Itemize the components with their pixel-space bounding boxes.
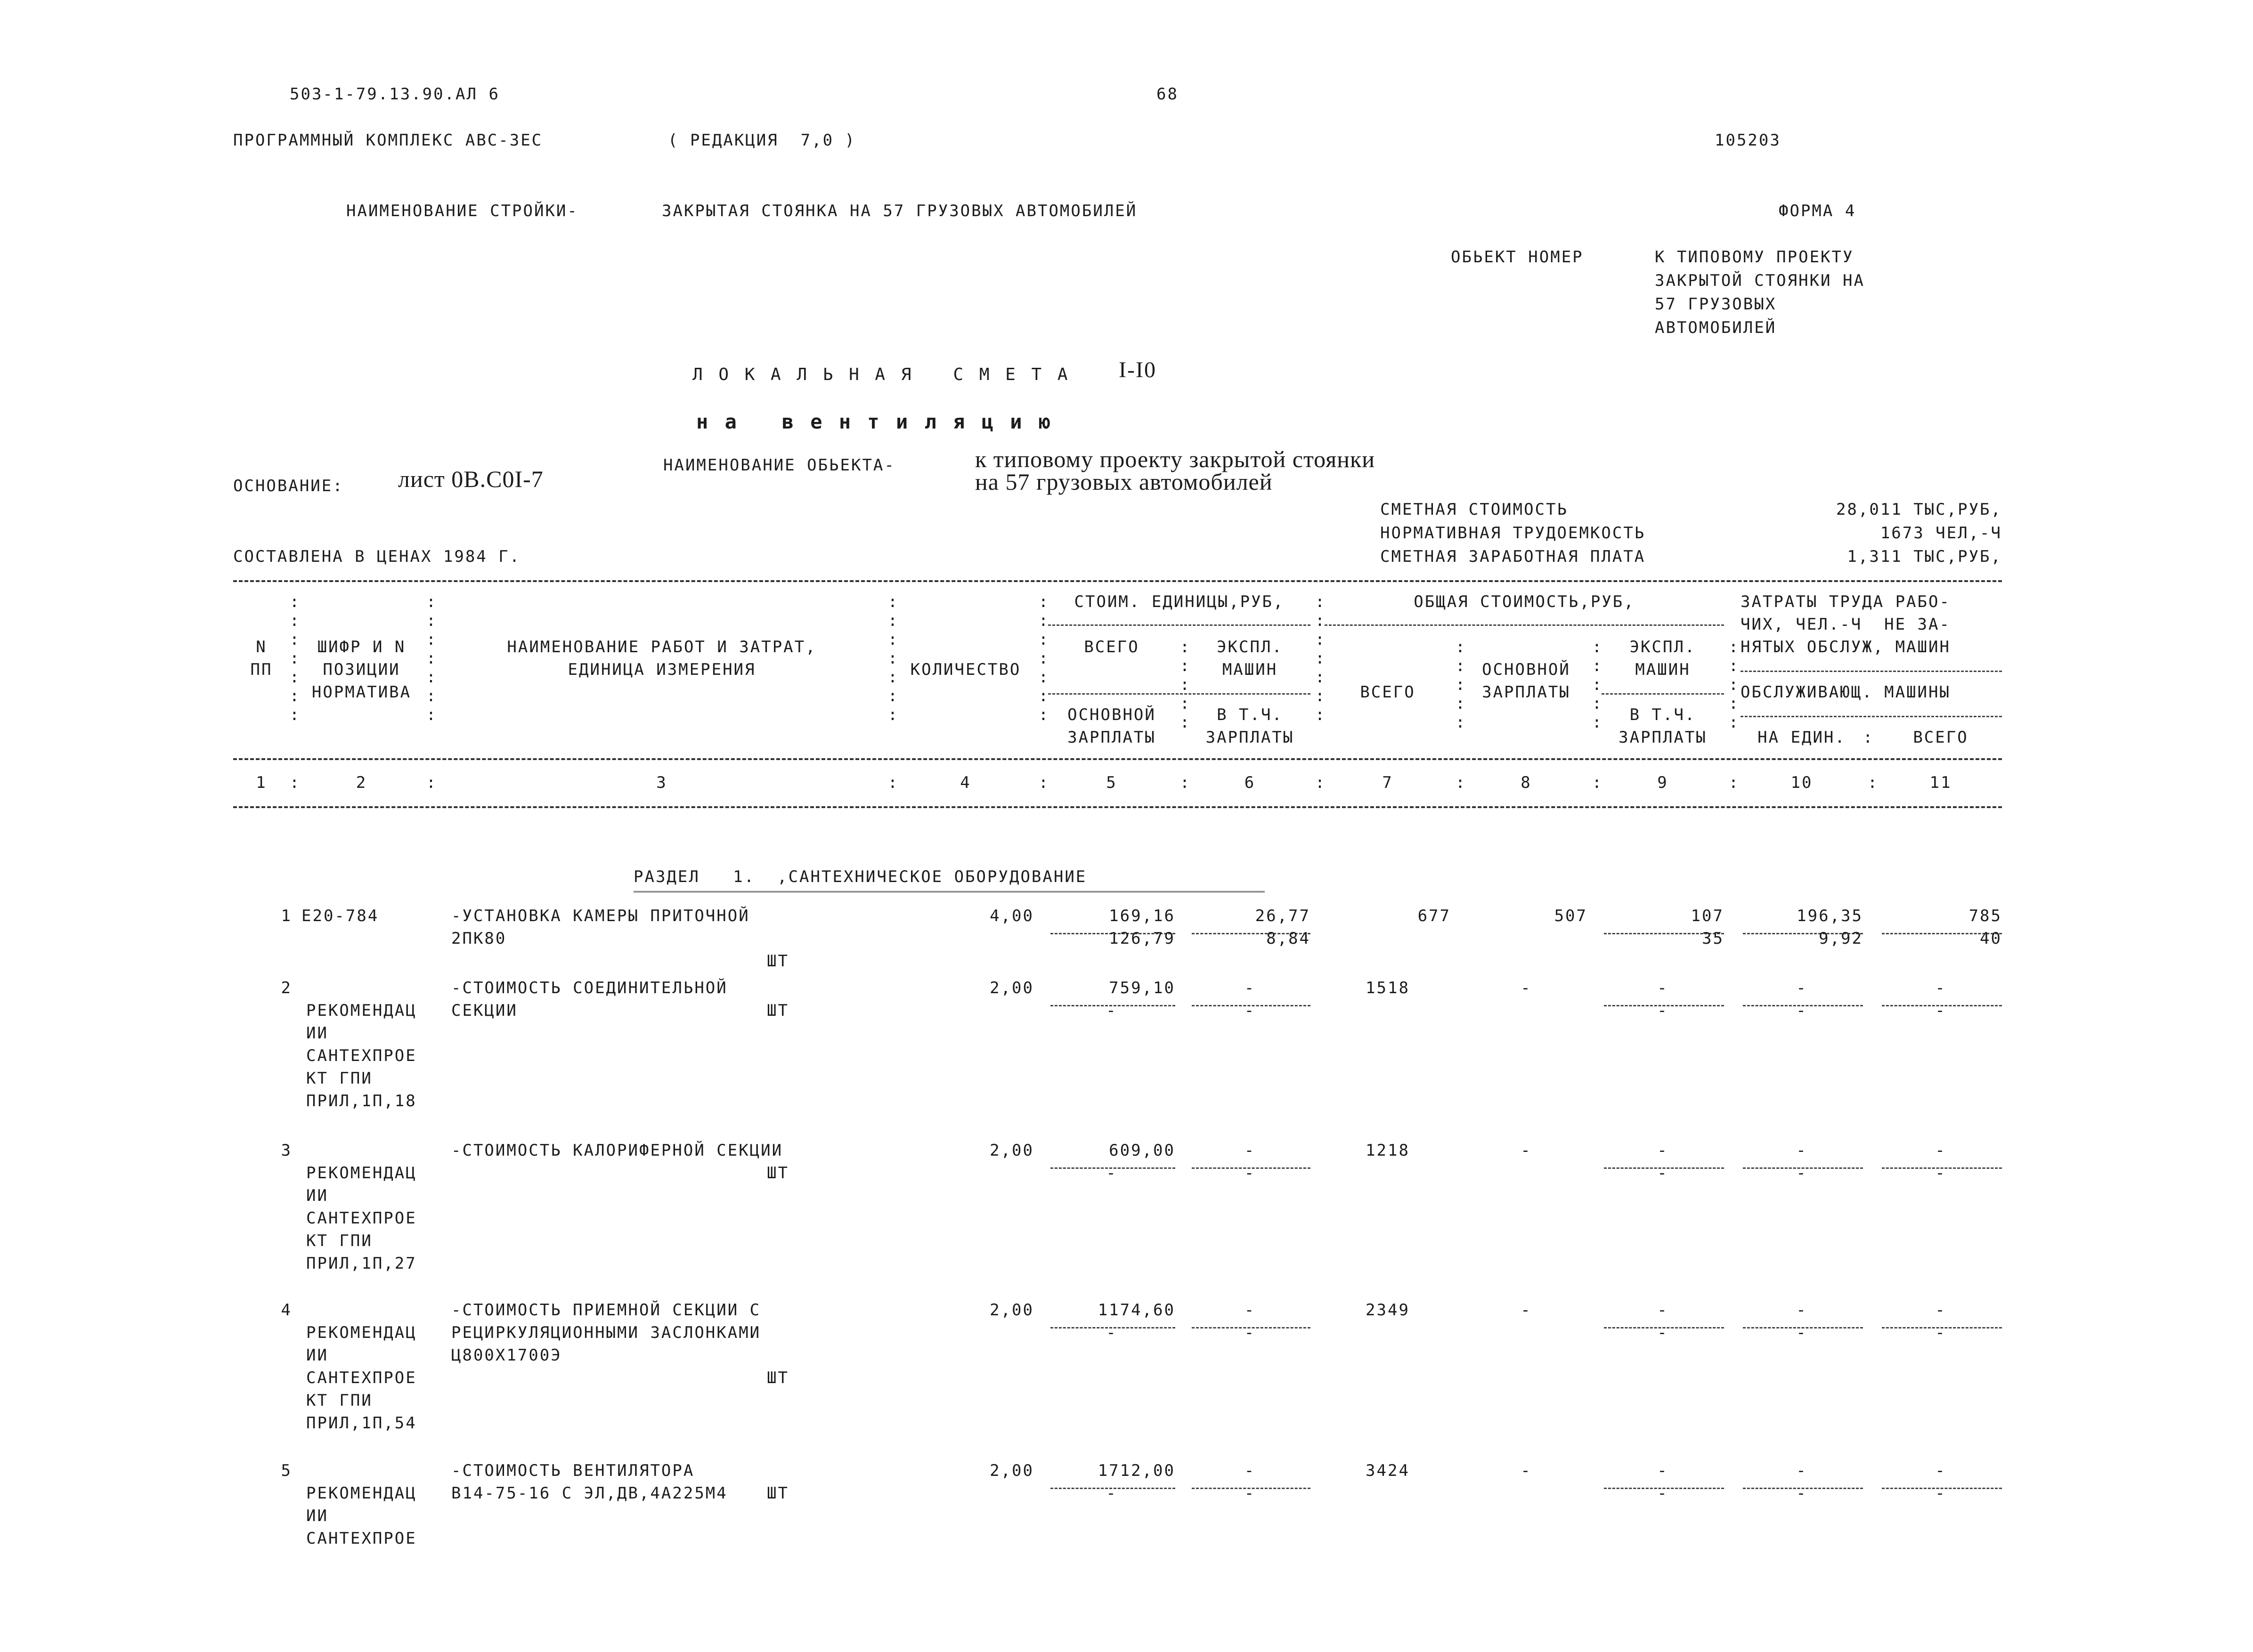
row-unit-total: 1712,00: [1098, 1461, 1175, 1480]
row-number: 4: [281, 1301, 292, 1320]
row-labor-unit2: -: [1796, 1484, 1807, 1503]
row-total-machwage: -: [1657, 1323, 1668, 1342]
row-code: РЕКОМЕНДАЦ: [306, 1484, 417, 1503]
col-num: 9: [1657, 773, 1668, 792]
estimate-subject: н а в е н т и л я ц и ю: [696, 410, 1053, 433]
basis-value: лист 0В.С0I-7: [398, 466, 544, 492]
estimate-number: I-I0: [1119, 357, 1156, 382]
section-title: РАЗДЕЛ 1. ,САНТЕХНИЧЕСКОЕ ОБОРУДОВАНИЕ: [634, 867, 1087, 886]
rule: [1602, 693, 1724, 695]
col-sep: :: [1863, 728, 1874, 747]
row-labor-unit: 196,35: [1797, 907, 1863, 925]
row-unit-machwage: -: [1244, 1164, 1256, 1182]
col-unit-machwage-label: В Т.Ч.: [1217, 705, 1283, 724]
row-qty: 2,00: [990, 1141, 1034, 1160]
row-labor-unit2: -: [1796, 1164, 1807, 1182]
col-unit-wage-label: ЗАРПЛАТЫ: [1067, 728, 1156, 747]
col-num: 10: [1790, 773, 1813, 792]
row-name: -УСТАНОВКА КАМЕРЫ ПРИТОЧНОЙ: [451, 907, 750, 925]
row-unit-wage: -: [1106, 1001, 1117, 1020]
row-total-mach: 107: [1691, 907, 1724, 925]
row-name: -СТОИМОСТЬ ПРИЕМНОЙ СЕКЦИИ С: [451, 1301, 761, 1320]
row-labor-unit: -: [1796, 1461, 1807, 1480]
object-line: АВТОМОБИЛЕЙ: [1655, 318, 1777, 337]
row-labor-total: -: [1935, 979, 1946, 997]
estimate-title: Л О К А Л Ь Н А Я С М Е Т А: [692, 365, 1071, 384]
col-unit-machwage-label: ЗАРПЛАТЫ: [1205, 728, 1294, 747]
row-total-machwage: -: [1657, 1164, 1668, 1182]
col-total-machwage-label: ЗАРПЛАТЫ: [1619, 728, 1707, 747]
table-numbers-rule: [233, 806, 2002, 808]
construction-label: НАИМЕНОВАНИЕ СТРОЙКИ-: [346, 202, 578, 220]
row-labor-total: -: [1935, 1461, 1946, 1480]
row-name: 2ПК80: [451, 929, 507, 948]
row-name: -СТОИМОСТЬ КАЛОРИФЕРНОЙ СЕКЦИИ: [451, 1141, 783, 1160]
row-code: РЕКОМЕНДАЦ: [306, 1001, 417, 1020]
rule: [1325, 624, 1724, 626]
col-total-wage-label: ЗАРПЛАТЫ: [1482, 683, 1570, 702]
col-total-mach-label: МАШИН: [1635, 660, 1691, 679]
col-num: 4: [960, 773, 971, 792]
col-unit-total-label: ВСЕГО: [1084, 638, 1139, 656]
col-code-label: НОРМАТИВА: [311, 683, 412, 702]
rule: [1741, 716, 2002, 717]
row-name: В14-75-16 С ЭЛ,ДВ,4А225М4: [451, 1484, 728, 1503]
row-labor-total: 785: [1968, 907, 2002, 925]
col-num: 3: [656, 773, 667, 792]
row-name: РЕЦИРКУЛЯЦИОННЫМИ ЗАСЛОНКАМИ: [451, 1323, 761, 1342]
row-unit-total: 1174,60: [1098, 1301, 1175, 1320]
row-unit-total: 169,16: [1109, 907, 1175, 925]
col-code-label: ПОЗИЦИИ: [323, 660, 400, 679]
row-total-wage: -: [1521, 1461, 1532, 1480]
row-number: 3: [281, 1141, 292, 1160]
row-labor-unit2: -: [1796, 1001, 1807, 1020]
row-code: САНТЕХПРОЕ: [306, 1209, 417, 1228]
object-name-line: на 57 грузовых автомобилей: [975, 469, 1273, 495]
row-code: САНТЕХПРОЕ: [306, 1046, 417, 1065]
row-total-mach: -: [1657, 1461, 1668, 1480]
row-total: 2349: [1366, 1301, 1410, 1320]
row-labor-total: -: [1935, 1141, 1946, 1160]
row-total-wage: 507: [1554, 907, 1587, 925]
col-n-label: ПП: [250, 660, 273, 679]
row-number: 2: [281, 979, 292, 997]
row-labor-unit: -: [1796, 1301, 1807, 1320]
col-labor-label: НЯТЫХ ОБСЛУЖ, МАШИН: [1741, 638, 1951, 656]
rule: [1048, 624, 1310, 626]
row-labor-unit2: 9,92: [1819, 929, 1863, 948]
construction-name: ЗАКРЫТАЯ СТОЯНКА НА 57 ГРУЗОВЫХ АВТОМОБИЛЕЙ: [662, 202, 1138, 220]
col-num: 8: [1521, 773, 1532, 792]
object-name-label: НАИМЕНОВАНИЕ ОБЬЕКТА-: [663, 456, 895, 475]
row-code: ИИ: [306, 1186, 328, 1205]
object-name-line: к типовому проекту закрытой стоянки: [975, 446, 1375, 472]
row-code: КТ ГПИ: [306, 1231, 373, 1250]
row-total-mach: -: [1657, 979, 1668, 997]
rule: [1048, 693, 1310, 695]
col-name-label: ЕДИНИЦА ИЗМЕРЕНИЯ: [568, 660, 756, 679]
row-labor-total2: 40: [1980, 929, 2002, 948]
row-code: ПРИЛ,1П,54: [306, 1414, 417, 1433]
col-num: 5: [1106, 773, 1117, 792]
summary-label: СМЕТНАЯ СТОИМОСТЬ: [1380, 500, 1568, 519]
row-total-machwage: -: [1657, 1001, 1668, 1020]
object-line: К ТИПОВОМУ ПРОЕКТУ: [1655, 248, 1854, 267]
doc-code: 503-1-79.13.90.АЛ 6: [290, 85, 500, 104]
row-unit-machwage: -: [1244, 1001, 1256, 1020]
row-unit-wage: -: [1106, 1484, 1117, 1503]
row-unit-machwage: -: [1244, 1323, 1256, 1342]
row-total-wage: -: [1521, 1141, 1532, 1160]
row-total-mach: -: [1657, 1301, 1668, 1320]
col-total-wage-label: ОСНОВНОЙ: [1482, 660, 1570, 679]
row-number: 1: [281, 907, 292, 925]
col-labor-label: ЧИХ, ЧЕЛ.-Ч НЕ ЗА-: [1741, 615, 1951, 634]
basis-label: ОСНОВАНИЕ:: [233, 477, 344, 495]
row-total: 1518: [1366, 979, 1410, 997]
object-number-label: ОБЬЕКТ НОМЕР: [1451, 248, 1584, 267]
row-total-wage: -: [1521, 1301, 1532, 1320]
col-name-label: НАИМЕНОВАНИЕ РАБОТ И ЗАТРАТ,: [507, 638, 817, 656]
col-num: 6: [1244, 773, 1256, 792]
col-num: 11: [1929, 773, 1952, 792]
row-total-wage: -: [1521, 979, 1532, 997]
row-unit-mach: 26,77: [1255, 907, 1310, 925]
row-name: Ц800Х1700Э: [451, 1346, 562, 1365]
page-number: 68: [1156, 85, 1179, 104]
col-code-label: ШИФР И N: [317, 638, 406, 656]
col-unit-mach-label: МАШИН: [1222, 660, 1278, 679]
summary-value: 1673 ЧЕЛ,-Ч: [1880, 524, 2002, 543]
row-labor-total2: -: [1935, 1001, 1946, 1020]
section-underline: [634, 891, 1265, 892]
col-total-mach-label: ЭКСПЛ.: [1629, 638, 1696, 656]
program-name: ПРОГРАММНЫЙ КОМПЛЕКС АВС-3ЕС: [233, 131, 543, 150]
program-edition: ( РЕДАКЦИЯ 7,0 ): [668, 131, 856, 150]
row-total-mach: -: [1657, 1141, 1668, 1160]
row-unit: ШТ: [767, 1484, 789, 1503]
row-unit-mach: -: [1244, 1141, 1256, 1160]
col-num: 2: [356, 773, 367, 792]
row-code: Е20-784: [301, 907, 379, 925]
row-code: ИИ: [306, 1346, 328, 1365]
col-qty-label: КОЛИЧЕСТВО: [910, 660, 1021, 679]
row-unit-total: 759,10: [1109, 979, 1175, 997]
row-code: ПРИЛ,1П,27: [306, 1254, 417, 1273]
col-total-all-label: ВСЕГО: [1360, 683, 1415, 702]
col-labor-unit-label: НА ЕДИН.: [1757, 728, 1846, 747]
row-qty: 2,00: [990, 1461, 1034, 1480]
row-labor-unit: -: [1796, 979, 1807, 997]
row-code: КТ ГПИ: [306, 1069, 373, 1088]
row-name: -СТОИМОСТЬ СОЕДИНИТЕЛЬНОЙ: [451, 979, 728, 997]
row-code: ИИ: [306, 1024, 328, 1043]
row-unit-mach: -: [1244, 979, 1256, 997]
row-total: 677: [1417, 907, 1451, 925]
row-unit-wage: 126,79: [1109, 929, 1175, 948]
col-labor-service-label: ОБСЛУЖИВАЮЩ. МАШИНЫ: [1741, 683, 1951, 702]
row-labor-total2: -: [1935, 1484, 1946, 1503]
row-total: 1218: [1366, 1141, 1410, 1160]
row-number: 5: [281, 1461, 292, 1480]
row-total-machwage: 35: [1702, 929, 1724, 948]
row-code: ИИ: [306, 1506, 328, 1525]
form-label: ФОРМА 4: [1779, 202, 1856, 220]
table-top-rule: [233, 580, 2002, 582]
col-unit-wage-label: ОСНОВНОЙ: [1067, 705, 1156, 724]
row-unit: ШТ: [767, 1001, 789, 1020]
row-qty: 2,00: [990, 979, 1034, 997]
row-code: РЕКОМЕНДАЦ: [306, 1164, 417, 1182]
col-n-label: N: [256, 638, 267, 656]
summary-value: 28,011 ТЫС,РУБ,: [1836, 500, 2002, 519]
row-labor-unit2: -: [1796, 1323, 1807, 1342]
row-labor-total2: -: [1935, 1164, 1946, 1182]
col-labor-label: ЗАТРАТЫ ТРУДА РАБО-: [1741, 592, 1951, 611]
prices-year: СОСТАВЛЕНА В ЦЕНАХ 1984 Г.: [233, 547, 521, 566]
row-qty: 2,00: [990, 1301, 1034, 1320]
row-code: РЕКОМЕНДАЦ: [306, 1323, 417, 1342]
summary-label: СМЕТНАЯ ЗАРАБОТНАЯ ПЛАТА: [1380, 547, 1646, 566]
row-code: ПРИЛ,1П,18: [306, 1092, 417, 1110]
row-unit: ШТ: [767, 1164, 789, 1182]
row-unit-wage: -: [1106, 1323, 1117, 1342]
summary-value: 1,311 ТЫС,РУБ,: [1847, 547, 2002, 566]
row-unit-mach: -: [1244, 1301, 1256, 1320]
row-unit-total: 609,00: [1109, 1141, 1175, 1160]
row-labor-unit: -: [1796, 1141, 1807, 1160]
row-code: САНТЕХПРОЕ: [306, 1529, 417, 1548]
col-total-cost-label: ОБЩАЯ СТОИМОСТЬ,РУБ,: [1414, 592, 1635, 611]
estimate-page: 503-1-79.13.90.АЛ 6 68 ПРОГРАММНЫЙ КОМПЛЕКС АВС-3ЕС ( РЕДАКЦИЯ 7,0 ) 105203 НАИМЕНОВАНИЕ СТРОЙКИ- ЗАКРЫТАЯ СТОЯНКА НА 57 ГРУЗОВЫХ АВТОМОБИЛЕЙ ФОРМА 4 ОБЬЕКТ НОМЕР К ТИПОВОМУ ПРОЕКТУ ЗАКРЫТОЙ СТОЯНКИ НА 57 ГРУЗОВЫХ АВТОМОБИЛЕЙ Л О К А Л Ь Н А Я С М Е Т А I-I0 н а в е н т и л я ц и ю ОСНОВАНИЕ: лист 0В.С0I-7 НАИМЕНОВАНИЕ ОБЬЕКТА- к типовому проекту закрытой стоянки на 57 грузовых автомобилей СМЕТНАЯ СТОИМОСТЬ 28,011 ТЫС,РУБ, НОРМАТИВНАЯ ТРУДОЕМКОСТЬ 1673 ЧЕЛ,-Ч СМЕТНАЯ ЗАРАБОТНАЯ ПЛАТА 1,311 ТЫС,РУБ, СОСТАВЛЕНА В ЦЕНАХ 1984 Г. : : : : : : : : : : : : : : : : : : : : : : : : : : : : : : : : : : : : : : : : : : : : : : : : : : : : : : : N ПП ШИФР И N ПОЗИЦИИ НОРМАТИВА НАИМЕНОВАНИЕ РАБОТ И ЗАТРАТ, ЕДИНИЦА ИЗМЕРЕНИЯ КОЛИЧЕСТВО СТОИМ. ЕДИНИЦЫ,РУБ, ВСЕГО ЭКСПЛ. МАШИН ОСНОВНОЙ ЗАРПЛАТЫ В Т.Ч. ЗАРПЛАТЫ ОБЩАЯ СТОИМОСТЬ,РУБ, ВСЕГО ОСНОВНОЙ ЗАРПЛАТЫ ЭКСПЛ. МАШИН В Т.Ч. ЗАРПЛАТЫ ЗАТРАТЫ ТРУДА РАБО- ЧИХ, ЧЕЛ.-Ч НЕ ЗА- НЯТЫХ ОБСЛУЖ, МАШИН ОБСЛУЖИВАЮЩ. МАШИНЫ НА ЕДИН. : ВСЕГО 1 2 3 4 5 6 7 8 9 10 11 : : : : : : : : : : РАЗДЕЛ 1. ,САНТЕХНИЧЕСКОЕ ОБОРУДОВАНИЕ 1 Е20-784 -УСТАНОВКА КАМЕРЫ ПРИТОЧНОЙ 2ПК80 ШТ 4,00 169,16 26,77 126,79 8,84 677 507 107 196,35 785 35 9,92 40 2 РЕКОМЕНДАЦ ИИ САНТЕХПРОЕ КТ ГПИ ПРИЛ,1П,18 -СТОИМОСТЬ СОЕДИНИТЕЛЬНОЙ СЕКЦИИ ШТ 2,00 759,10 - - - 1518 - - - - - - - 3 РЕКОМЕНДАЦ ИИ САНТЕХПРОЕ КТ ГПИ ПРИЛ,1П,27 -СТОИМОСТЬ КАЛОРИФЕРНОЙ СЕКЦИИ ШТ 2,00 609,00 - - - 1218 - - - - - - - 4 РЕКОМЕНДАЦ ИИ САНТЕХПРОЕ КТ ГПИ ПРИЛ,1П,54 -СТОИМОСТЬ ПРИЕМНОЙ СЕКЦИИ С РЕЦИРКУЛЯЦИОННЫМИ ЗАСЛОНКАМИ Ц800Х1700Э ШТ 2,00 1174,60 - - - 2349 - - - - - - - 5 РЕКОМЕНДАЦ ИИ САНТЕХПРОЕ -СТОИМОСТЬ ВЕНТИЛЯТОРА В14-75-16 С ЭЛ,ДВ,4А225М4 ШТ 2,00 1712,00 - - - 3424 - - - - - - -: [233, 85, 2002, 1548]
rule: [1741, 671, 2002, 672]
row-name: -СТОИМОСТЬ ВЕНТИЛЯТОРА: [451, 1461, 695, 1480]
row-qty: 4,00: [990, 907, 1034, 925]
summary-label: НОРМАТИВНАЯ ТРУДОЕМКОСТЬ: [1380, 524, 1646, 543]
row-labor-total: -: [1935, 1301, 1946, 1320]
row-unit-wage: -: [1106, 1164, 1117, 1182]
col-labor-total-label: ВСЕГО: [1913, 728, 1968, 747]
row-unit-machwage: -: [1244, 1484, 1256, 1503]
col-unit-mach-label: ЭКСПЛ.: [1217, 638, 1283, 656]
row-code: САНТЕХПРОЕ: [306, 1369, 417, 1387]
row-labor-total2: -: [1935, 1323, 1946, 1342]
col-total-machwage-label: В Т.Ч.: [1629, 705, 1696, 724]
row-total: 3424: [1366, 1461, 1410, 1480]
row-name: СЕКЦИИ: [451, 1001, 518, 1020]
row-unit-machwage: 8,84: [1266, 929, 1310, 948]
row-unit-mach: -: [1244, 1461, 1256, 1480]
row-unit: ШТ: [767, 952, 789, 971]
col-unit-cost-label: СТОИМ. ЕДИНИЦЫ,РУБ,: [1074, 592, 1285, 611]
row-total-machwage: -: [1657, 1484, 1668, 1503]
object-line: 57 ГРУЗОВЫХ: [1655, 295, 1777, 314]
col-num: 7: [1382, 773, 1393, 792]
table-header-rule: [233, 758, 2002, 760]
doc-number: 105203: [1715, 131, 1781, 150]
row-unit: ШТ: [767, 1369, 789, 1387]
row-code: КТ ГПИ: [306, 1391, 373, 1410]
col-num: 1: [256, 773, 267, 792]
object-line: ЗАКРЫТОЙ СТОЯНКИ НА: [1655, 271, 1865, 290]
